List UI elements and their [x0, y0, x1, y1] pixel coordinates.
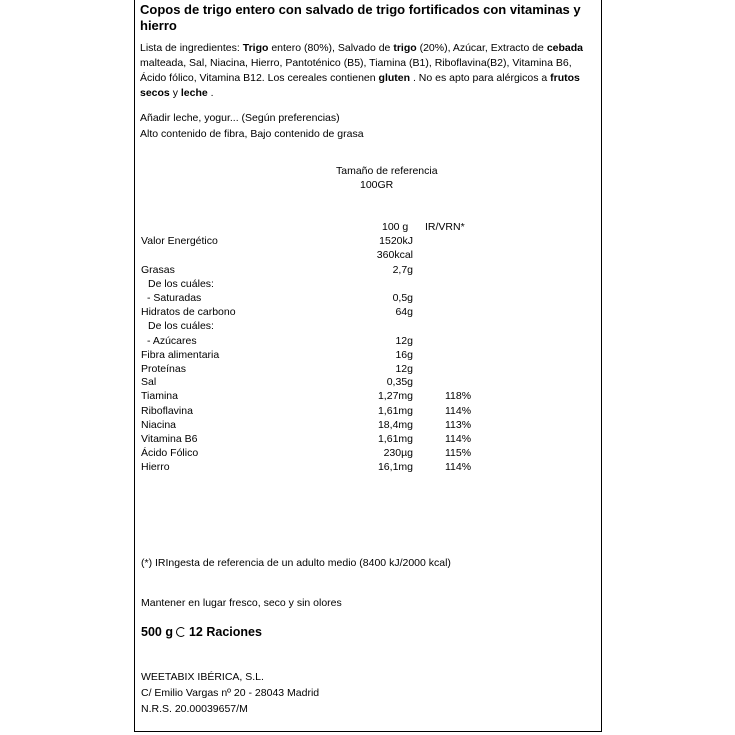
claims-text: Alto contenido de fibra, Bajo contenido de grasa	[140, 128, 364, 140]
nutrient-value: 64g	[395, 306, 413, 318]
estimated-sign-icon	[176, 627, 186, 637]
nutrient-label: Fibra alimentaria	[141, 349, 220, 361]
nutrient-label: Sal	[141, 376, 157, 388]
nutrient-ir-percent: 113%	[445, 419, 472, 431]
nutrient-label: Riboflavina	[141, 405, 193, 417]
nutrient-ir-percent: 118%	[445, 390, 472, 402]
header-per-100g: 100 g	[382, 221, 409, 233]
storage-text: Mantener en lugar fresco, seco y sin olores	[141, 597, 342, 609]
nutrient-label: De los cuáles:	[148, 320, 214, 332]
header-ir-vrn: IR/VRN*	[425, 221, 465, 233]
nutrient-value: 230µg	[383, 447, 413, 459]
ingredients-text: entero (80%), Salvado de	[268, 42, 394, 54]
nutrient-value: 0,35g	[386, 376, 413, 388]
ingredients-text: Lista de ingredientes:	[140, 42, 243, 54]
ingredients-text: y	[169, 87, 181, 99]
reference-value: 100GR	[360, 179, 394, 191]
allergen-gluten: gluten	[378, 72, 411, 84]
nutrient-label: Hidratos de carbono	[141, 306, 236, 318]
nutrient-ir-percent: 114%	[445, 433, 472, 445]
nutrient-label: Tiamina	[141, 390, 178, 402]
nutrient-value: 360kcal	[376, 249, 413, 261]
nutrient-label: Ácido Fólico	[141, 447, 199, 459]
nutrient-value: 18,4mg	[377, 419, 413, 431]
company-address: C/ Emilio Vargas nº 20 - 28043 Madrid	[141, 687, 320, 699]
nutrient-label: Proteínas	[141, 363, 186, 375]
ingredients-text: . No es apto para alérgicos a	[410, 72, 551, 84]
nutrient-value: 1,61mg	[377, 405, 413, 417]
allergen-wheat: trigo	[393, 42, 417, 54]
footnote-text: (*) IRIngesta de referencia de un adulto medio (8400 kJ/2000 kcal)	[141, 557, 451, 569]
usage-text: Añadir leche, yogur... (Según preferencias)	[140, 112, 340, 124]
nutrient-value: 16,1mg	[377, 461, 413, 473]
ingredients-text: .	[207, 87, 214, 99]
nutrient-ir-percent: 114%	[445, 461, 472, 473]
allergen-nuts: frutos secos	[140, 72, 580, 99]
nutrient-value: 1,27mg	[377, 390, 413, 402]
ingredients-list	[140, 41, 598, 101]
nutrient-value: 1,61mg	[377, 433, 413, 445]
nutrient-value: 1520kJ	[379, 235, 413, 247]
nutrient-label: Hierro	[141, 461, 170, 473]
reference-label: Tamaño de referencia	[336, 165, 438, 177]
nutrient-label: - Saturadas	[147, 292, 202, 304]
nutrient-value: 12g	[395, 363, 413, 375]
nutrient-value: 16g	[395, 349, 413, 361]
nutrient-label: Vitamina B6	[141, 433, 198, 445]
allergen-wheat: Trigo	[242, 42, 269, 54]
nutrient-label: Grasas	[141, 264, 175, 276]
nutrient-value: 12g	[395, 335, 413, 347]
nutrient-label: Valor Energético	[141, 235, 218, 247]
allergen-barley: cebada	[546, 42, 583, 54]
nutrient-label: Niacina	[141, 419, 177, 431]
ingredients-text: malteada, Sal, Niacina, Hierro, Pantoténico (B5), Tiamina (B1), Riboflavina(B2), Vitamina B6, Ácido fólico, Vitamina B12. Los cereales contienen	[140, 57, 572, 84]
company-name: WEETABIX IBÉRICA, S.L.	[141, 671, 264, 683]
allergen-milk: leche	[180, 87, 208, 99]
portions-value: 12 Raciones	[188, 625, 262, 639]
product-title: Copos de trigo entero con salvado de trigo fortificados con vitaminas y hierro	[140, 2, 581, 33]
nutrient-ir-percent: 115%	[445, 447, 472, 459]
nutrient-value: 2,7g	[392, 264, 413, 276]
company-nrs: N.R.S. 20.00039657/M	[141, 703, 248, 715]
nutrient-ir-percent: 114%	[445, 405, 472, 417]
ingredients-text: (20%), Azúcar, Extracto de	[416, 42, 547, 54]
nutrient-label: - Azúcares	[147, 335, 197, 347]
weight-value: 500 g	[141, 625, 173, 639]
nutrient-label: De los cuáles:	[148, 278, 214, 290]
net-weight	[141, 626, 262, 639]
nutrient-value: 0,5g	[392, 292, 413, 304]
